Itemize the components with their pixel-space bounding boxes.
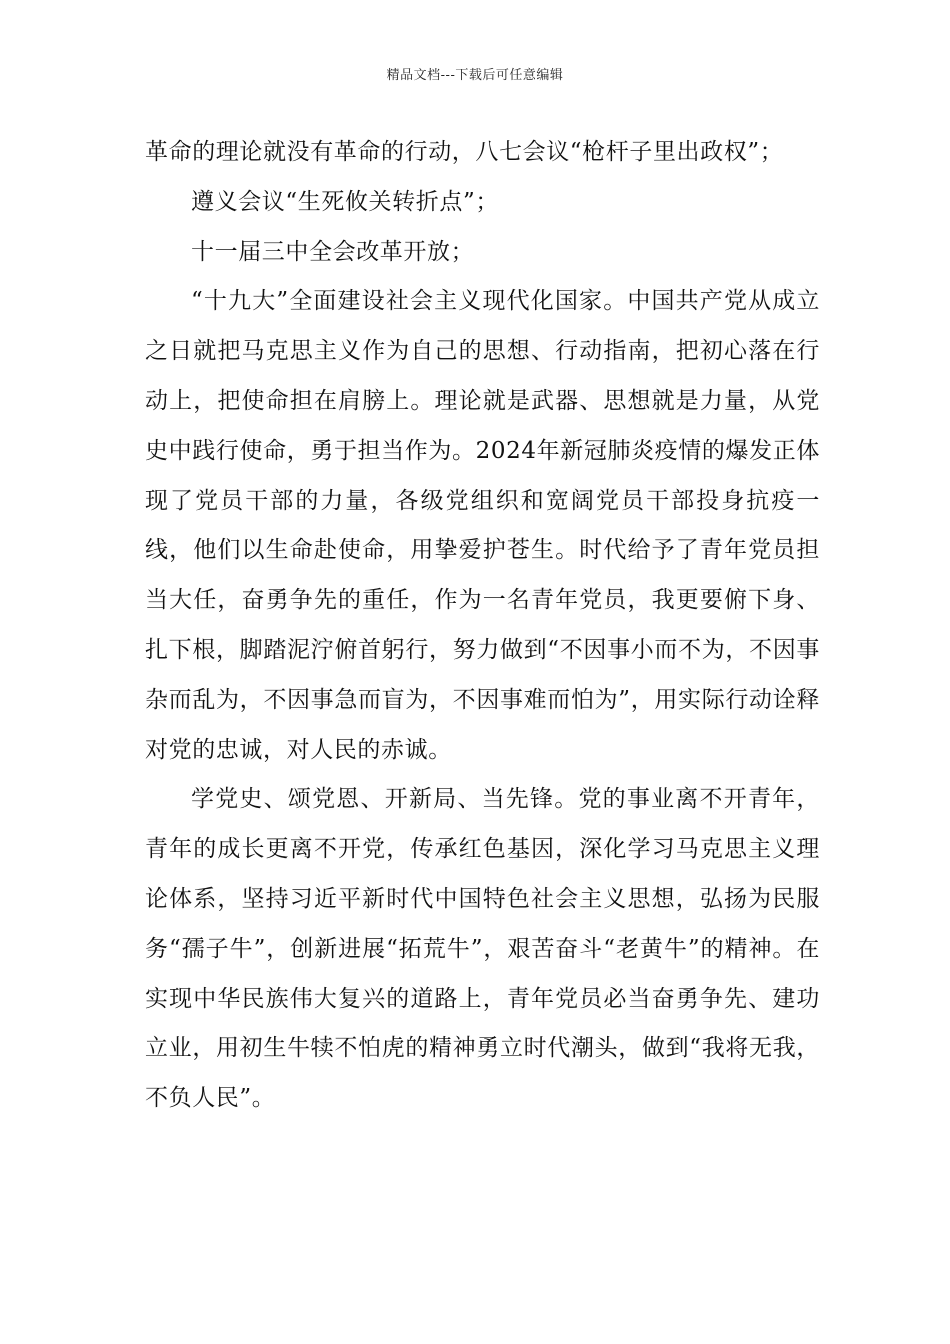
paragraph-continuation: 革命的理论就没有革命的行动，八七会议“枪杆子里出政权”； [145,139,784,165]
paragraph-third-plenum: 十一届三中全会改革开放； [191,238,475,265]
page-header: 精品文档---下载后可任意编辑 [386,68,564,83]
paragraph-learn-party-history: 学党史、颂党恩、开新局、当先锋。党的事业离不开青年，青年的成长更离不开党，传承红色基因，深化学习马克思主义理论体系，坚持习近平新时代中国特色社会主义思想，弘扬为民服务“孺子牛”，创新进展“拓荒牛”，艰苦奋斗“老黄牛”的精神。在实现中华民族伟大复兴的道路上，青年党员必当奋勇争先、建功立业，用初生牛犊不怕虎的精神勇立时代潮头，做到“我将无我，不负人民”。 [145,786,820,1112]
document-body [145,128,820,1124]
paragraph-nineteenth-congress: “十九大”全面建设社会主义现代化国家。中国共产党从成立之日就把马克思主义作为自己的思想、行动指南，把初心落在行动上，把使命担在肩膀上。理论就是武器、思想就是力量，从党史中践行使命，勇于担当作为。2024年新冠肺炎疫情的爆发正体现了党员干部的力量，各级党组织和宽阔党员干部投身抗疫一线，他们以生命赴使命，用挚爱护苍生。时代给予了青年党员担当大任，奋勇争先的重任，作为一名青年党员，我更要俯下身、扎下根，脚踏泥泞俯首躬行，努力做到“不因事小而不为，不因事杂而乱为，不因事急而盲为，不因事难而怕为”，用实际行动诠释对党的忠诚，对人民的赤诚。 [145,288,820,763]
paragraph-zunyi: 遵义会议“生死攸关转折点”； [191,188,499,215]
